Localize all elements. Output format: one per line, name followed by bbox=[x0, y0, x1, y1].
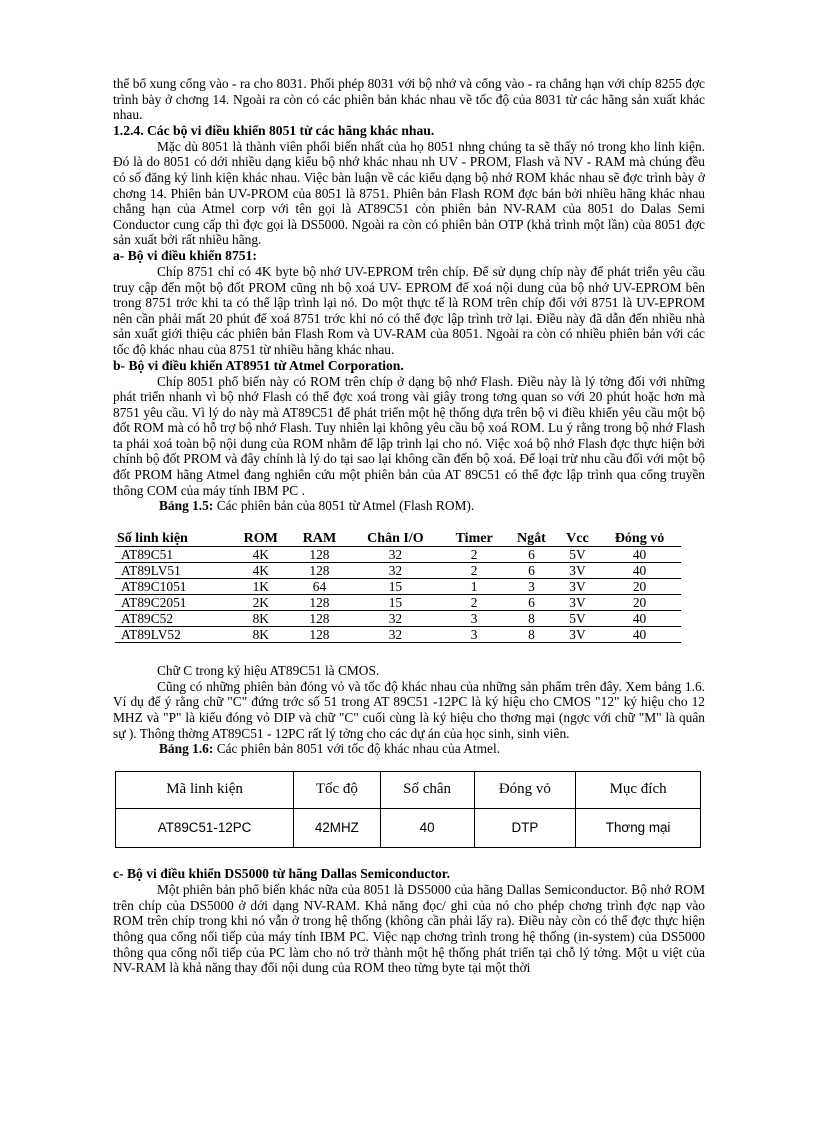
table-cell: 3 bbox=[442, 627, 506, 643]
packaging-paragraph: Cũng có những phiên bản đóng vỏ và tốc độ khác nhau của những sản phẩm trên đây. Xem bảng 1.6. Ví dụ để ý rằng chữ "C" đứng trớc số 51 trong AT 89C51 -12PC là ký hiệu cho CMOS "12" ký hiệu cho 12 MHZ và "P" là kiểu đóng vỏ DIP và chữ "C" cuối cùng là ký hiệu cho thơng mại (ngợc với chữ "M" là quân sự ). Thông thờng AT89C51 - 12PC rất lý tởng cho các dự án của học sinh, sinh viên. bbox=[113, 678, 705, 741]
column-header: Tốc độ bbox=[294, 772, 381, 809]
column-header: Đóng vỏ bbox=[598, 531, 681, 547]
table-cell: Thơng mại bbox=[576, 809, 701, 848]
table-cell: 3V bbox=[557, 627, 598, 643]
table-cell: 5V bbox=[557, 611, 598, 627]
column-header: Timer bbox=[442, 531, 506, 547]
table2-caption bbox=[113, 741, 705, 757]
table-row bbox=[115, 611, 681, 627]
document-page bbox=[113, 76, 705, 976]
table-cell: 32 bbox=[349, 627, 443, 643]
table-cell: 40 bbox=[598, 627, 681, 643]
table-cell: DTP bbox=[474, 809, 576, 848]
table-cell: 2 bbox=[442, 547, 506, 563]
table-cell: 4K bbox=[231, 563, 290, 579]
table-cell: 42MHZ bbox=[294, 809, 381, 848]
column-header: RAM bbox=[290, 531, 348, 547]
column-header: Vcc bbox=[557, 531, 598, 547]
table-cell: 15 bbox=[349, 579, 443, 595]
table-cell: 128 bbox=[290, 563, 348, 579]
section-paragraph: Mặc dù 8051 là thành viên phổi biến nhất của họ 8051 nhng chúng ta sẽ thấy nó trong kho linh kiện. Đó là do 8051 có dới nhiều dạng kiểu bộ nhớ khác nhau nh UV - PROM, Flash và NV - RAM mà chúng đều có số đăng ký linh kiện khác nhau. Việc bàn luận về các kiểu dạng bộ nhớ ROM khác nhau sẽ đợc trình bày ở chơng 14. Phiên bản UV-PROM của 8051 là 8751. Phiên bản Flash ROM đợc bán bởi nhiều hãng khác nhau chẳng hạn của Atmel corp với tên gọi là AT89C51 còn phiên bản NV-RAM của 8051 do Dalas Semi Conductor cung cấp thì đợc gọi là DS5000. Ngoài ra còn có phiên bản OTP (khả trình một lần) của 8051 đợc sản xuất bởi rất nhiều hãng. bbox=[113, 138, 705, 248]
table-row bbox=[115, 563, 681, 579]
table-cell: 1 bbox=[442, 579, 506, 595]
table-row bbox=[115, 627, 681, 643]
table-cell: 3 bbox=[506, 579, 557, 595]
table-cell: 8 bbox=[506, 627, 557, 643]
table-cell: 20 bbox=[598, 579, 681, 595]
table-cell: 64 bbox=[290, 579, 348, 595]
table-header-row bbox=[116, 772, 701, 809]
subsection-c-paragraph: Một phiên bản phổ biến khác nữa của 8051 là DS5000 của hãng Dallas Semiconductor. Bộ nhớ ROM trên chíp của DS5000 ở dới dạng NV-RAM. Khả năng đọc/ ghi của nó cho phép chơng trình đợc nạp vào ROM trên chíp trong khi nó vẫn ở trong hệ thống (không cần phải lấy ra). Điều này còn có thể đợc thực hiện thông qua cổng nối tiếp của máy tính IBM PC. Việc nạp chơng trình trong hệ thống (in-system) của DS5000 thông qua cổng nối tiếp của PC làm cho nó trở thành một hệ thống phát triển tại chỗ lý tởng. Một u việt của NV-RAM là khả năng thay đổi nội dung của ROM theo từng byte tại một thời bbox=[113, 882, 705, 976]
table-cell: 3V bbox=[557, 579, 598, 595]
table-cell: 6 bbox=[506, 595, 557, 611]
table-cell: 1K bbox=[231, 579, 290, 595]
intro-paragraph: thể bổ xung cổng vào - ra cho 8031. Phối phép 8031 với bộ nhớ và cổng vào - ra chẳng hạn với chíp 8255 đợc trình bày ở chơng 14. Ngoài ra còn có các phiên bản khác nhau về tốc độ của 8031 từ các hãng sản xuất khác nhau. bbox=[113, 76, 705, 123]
table-cell: 3 bbox=[442, 611, 506, 627]
column-header: Chân I/O bbox=[349, 531, 443, 547]
table-cell: 40 bbox=[598, 547, 681, 563]
column-header: Số linh kiện bbox=[115, 531, 231, 547]
table-cell: 20 bbox=[598, 595, 681, 611]
table-cell: 32 bbox=[349, 547, 443, 563]
column-header: Ngắt bbox=[506, 531, 557, 547]
table-cell: AT89C2051 bbox=[115, 595, 231, 611]
table-cell: 2 bbox=[442, 563, 506, 579]
table-cell: 2 bbox=[442, 595, 506, 611]
table-header-row bbox=[115, 531, 681, 547]
table-cell: 3V bbox=[557, 595, 598, 611]
subsection-a-paragraph: Chíp 8751 chỉ có 4K byte bộ nhớ UV-EPROM trên chíp. Để sử dụng chíp này để phát triển yêu cầu truy cập đến một bộ đốt PROM cũng nh bộ xoá UV- EPROM để xoá nội dung của bộ nhớ UV-EPROM bên trong 8751 trớc khi ta có thể lập trình lại nó. Do một thực tế là ROM trên chíp đối với 8751 là UV-EPROM nên cần phải mất 20 phút để xoá 8751 trớc khi nó có thể đợc lập trình trở lại. Điều này đã dẫn đến nhiều nhà sản xuất giới thiệu các phiên bản Flash Rom và UV-RAM của 8051. Ngoài ra còn có nhiều phiên bản với các tốc độ khác nhau của 8751 từ nhiều hãng khác nhau. bbox=[113, 263, 705, 357]
table-cell: AT89C1051 bbox=[115, 579, 231, 595]
section-heading: 1.2.4. Các bộ vi điều khiển 8051 từ các hãng khác nhau. bbox=[113, 122, 435, 138]
table1-caption bbox=[113, 498, 705, 514]
table-cell: 5V bbox=[557, 547, 598, 563]
table-cell: AT89LV52 bbox=[115, 627, 231, 643]
table-cell: 128 bbox=[290, 547, 348, 563]
subsection-b-heading: b- Bộ vi điều khiển AT8951 từ Atmel Corporation. bbox=[113, 357, 404, 373]
table-cell: 128 bbox=[290, 611, 348, 627]
column-header: Mục đích bbox=[576, 772, 701, 809]
subsection-b-paragraph: Chíp 8051 phổ biến này có ROM trên chíp ở dạng bộ nhớ Flash. Điều này là lý tởng đối với những phát triển nhanh vì bộ nhớ Flash có thể đợc xoá trong vài giây trong tơng quan so với 20 phút hoặc hơn mà 8751 yêu cầu. Vì lý do này mà AT89C51 để phát triển một hệ thống dựa trên bộ vi điều khiển yêu cầu một bộ đốt ROM mà có hỗ trợ bộ nhớ Flash. Tuy nhiên lại không yêu cầu bộ xoá ROM. Lu ý rằng trong bộ nhớ Flash ta phải xoá toàn bộ nội dung của ROM nhằm để lập trình lại cho nó. Việc xoá bộ nhớ Flash đợc thực hiện bởi chính bộ đốt PROM và đây chính là lý do tại sao lại không cần đến bộ xoá. Để loại trừ nhu cầu đối với một bộ đốt PROM hãng Atmel đang nghiên cứu một phiên bản của AT 89C51 có thể đợc lập trình qua cổng truyền thông COM của máy tính IBM PC . bbox=[113, 373, 705, 498]
table-cell: AT89C52 bbox=[115, 611, 231, 627]
table-cell: 40 bbox=[598, 611, 681, 627]
table-cell: 4K bbox=[231, 547, 290, 563]
table-cell: 8 bbox=[506, 611, 557, 627]
table-cell: 3V bbox=[557, 563, 598, 579]
table-cell: 32 bbox=[349, 563, 443, 579]
table-cell: AT89C51 bbox=[115, 547, 231, 563]
table-cell: 40 bbox=[598, 563, 681, 579]
cmos-note: Chữ C trong ký hiệu AT89C51 là CMOS. bbox=[157, 663, 380, 679]
subsection-a-heading: a- Bộ vi điều khiển 8751: bbox=[113, 247, 257, 263]
table-cell: 6 bbox=[506, 563, 557, 579]
table-row bbox=[115, 579, 681, 595]
table2-caption-label: Bảng 1.6: bbox=[159, 741, 214, 757]
table-cell: 8K bbox=[231, 627, 290, 643]
table-cell: 32 bbox=[349, 611, 443, 627]
column-header: ROM bbox=[231, 531, 290, 547]
table2-caption-text: Các phiên bản 8051 với tốc độ khác nhau của Atmel. bbox=[216, 741, 501, 757]
table-cell: 8K bbox=[231, 611, 290, 627]
atmel-speed-versions-table bbox=[115, 771, 701, 848]
table-cell: 6 bbox=[506, 547, 557, 563]
table-cell: 15 bbox=[349, 595, 443, 611]
table-cell: 128 bbox=[290, 595, 348, 611]
table-row bbox=[115, 595, 681, 611]
table-cell: 128 bbox=[290, 627, 348, 643]
subsection-c-heading: c- Bộ vi điều khiển DS5000 từ hãng Dallas Semiconductor. bbox=[113, 866, 450, 882]
column-header: Đóng vỏ bbox=[474, 772, 576, 809]
table-row bbox=[116, 809, 701, 848]
table1-caption-text: Các phiên bản của 8051 từ Atmel (Flash ROM). bbox=[216, 498, 475, 514]
table-cell: 40 bbox=[380, 809, 474, 848]
table-cell: 2K bbox=[231, 595, 290, 611]
table-row bbox=[115, 547, 681, 563]
atmel-flash-versions-table bbox=[115, 531, 681, 643]
table1-caption-label: Bảng 1.5: bbox=[159, 498, 214, 514]
column-header: Số chân bbox=[380, 772, 474, 809]
table-cell: AT89C51-12PC bbox=[116, 809, 294, 848]
table-cell: AT89LV51 bbox=[115, 563, 231, 579]
column-header: Mã linh kiện bbox=[116, 772, 294, 809]
